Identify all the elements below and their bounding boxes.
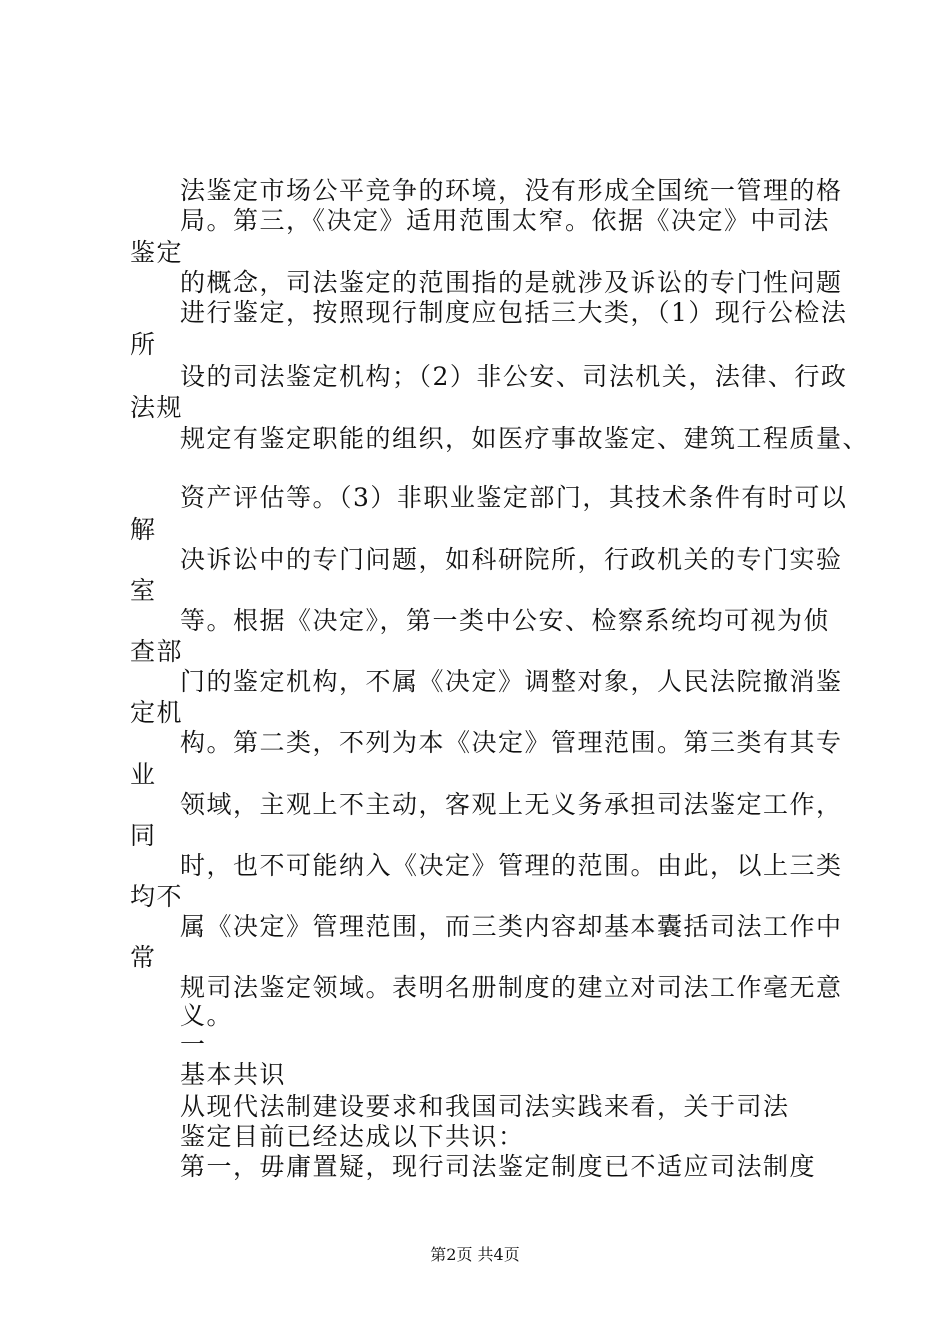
text-line: 构。第二类，不列为本《决定》管理范围。第三类有其专 xyxy=(180,728,843,757)
text-line: 查部 xyxy=(130,637,184,666)
text-line: 室 xyxy=(130,576,157,605)
text-line: 法鉴定市场公平竞争的环境，没有形成全国统一管理的格 xyxy=(180,176,843,205)
text-line: 设的司法鉴定机构；（2）非公安、司法机关，法律、行政 xyxy=(180,362,848,391)
text-line: 的概念，司法鉴定的范围指的是就涉及诉讼的专门性问题 xyxy=(180,268,843,297)
section-heading: 基本共识 xyxy=(180,1060,287,1089)
text-line: 决诉讼中的专门问题，如科研院所，行政机关的专门实验 xyxy=(180,545,843,574)
text-line: 局。第三，《决定》适用范围太窄。依据《决定》中司法 xyxy=(180,206,831,235)
text-line: 鉴定目前已经达成以下共识： xyxy=(180,1122,525,1151)
text-line: 鉴定 xyxy=(130,238,184,267)
section-number: 一 xyxy=(180,1030,207,1059)
text-line: 等。根据《决定》，第一类中公安、检察系统均可视为侦 xyxy=(180,606,831,635)
text-line: 时，也不可能纳入《决定》管理的范围。由此，以上三类 xyxy=(180,851,843,880)
text-line: 解 xyxy=(130,515,157,544)
text-line: 所 xyxy=(130,330,157,359)
text-line: 从现代法制建设要求和我国司法实践来看，关于司法 xyxy=(180,1092,790,1121)
text-line: 均不 xyxy=(130,882,184,911)
text-line: 同 xyxy=(130,821,157,850)
text-line: 进行鉴定，按照现行制度应包括三大类，（1）现行公检法 xyxy=(180,298,848,327)
text-line: 常 xyxy=(130,943,157,972)
text-line: 门的鉴定机构，不属《决定》调整对象，人民法院撤消鉴 xyxy=(180,667,843,696)
text-line: 资产评估等。（3）非职业鉴定部门，其技术条件有时可以 xyxy=(180,483,848,512)
text-line: 业 xyxy=(130,760,157,789)
page-number-footer: 第2页 共4页 xyxy=(430,1245,520,1264)
text-line: 第一，毋庸置疑，现行司法鉴定制度已不适应司法制度 xyxy=(180,1152,817,1181)
text-line: 规司法鉴定领域。表明名册制度的建立对司法工作毫无意 xyxy=(180,973,843,1002)
text-line: 定机 xyxy=(130,698,184,727)
text-line: 属《决定》管理范围，而三类内容却基本囊括司法工作中 xyxy=(180,912,843,941)
text-line: 规定有鉴定职能的组织，如医疗事故鉴定、建筑工程质量、 xyxy=(180,424,870,453)
text-line: 领域，主观上不主动，客观上无义务承担司法鉴定工作， xyxy=(180,790,843,819)
text-line: 法规 xyxy=(130,393,184,422)
text-line: 义。 xyxy=(180,1001,234,1030)
